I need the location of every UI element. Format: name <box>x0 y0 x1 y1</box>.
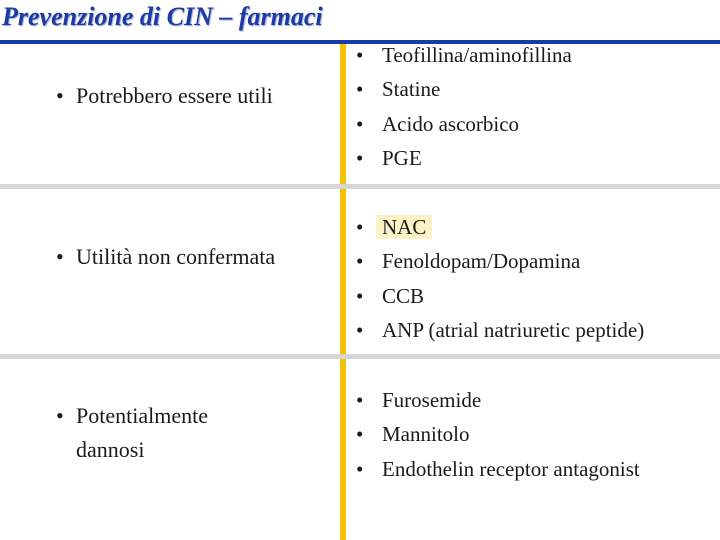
category-potential-benefit <box>56 79 273 113</box>
drug-name: Furosemide <box>382 388 482 412</box>
drug-list-harmful <box>356 383 640 486</box>
drug-name: Endothelin receptor antagonist <box>382 456 640 481</box>
bullet-icon: • <box>356 249 364 274</box>
category-label-line-1: Potentialmente <box>76 403 208 428</box>
drug-item <box>356 244 644 278</box>
drug-list-unconfirmed <box>356 210 644 347</box>
category-label: Utilità non confermata <box>76 244 276 269</box>
drug-item <box>356 452 640 486</box>
bullet-icon: • <box>356 215 364 239</box>
row-separator-2 <box>0 354 720 359</box>
slide-title: Prevenzione di CIN – farmaci <box>2 2 323 31</box>
category-unconfirmed <box>56 240 275 274</box>
row-separator-1 <box>0 184 720 189</box>
bullet-icon: • <box>56 244 64 269</box>
bullet-icon: • <box>56 403 64 428</box>
drug-item <box>356 279 644 313</box>
drug-name: CCB <box>382 283 425 308</box>
drug-list-potential-benefit <box>356 38 572 175</box>
drug-item <box>356 417 640 451</box>
drug-name-highlighted: NAC <box>376 215 432 239</box>
drug-item <box>356 383 640 417</box>
drug-item <box>356 313 644 347</box>
drug-name: PGE <box>382 145 422 170</box>
drug-name: Acido ascorbico <box>382 111 520 136</box>
drug-item <box>356 107 572 141</box>
drug-name: Teofillina/aminofillina <box>382 43 572 67</box>
bullet-icon: • <box>356 317 364 342</box>
category-label-line-2: dannosi <box>76 437 145 462</box>
drug-name: ANP (atrial natriuretic peptide) <box>382 317 645 342</box>
drug-item <box>356 141 572 175</box>
drug-item <box>356 210 644 244</box>
bullet-icon: • <box>56 83 64 108</box>
bullet-icon: • <box>356 283 364 308</box>
drug-name: Mannitolo <box>382 422 470 447</box>
bullet-icon: • <box>356 111 364 136</box>
column-divider <box>340 44 346 540</box>
bullet-icon: • <box>356 388 364 412</box>
drug-item <box>356 38 572 72</box>
drug-name: Statine <box>382 77 441 102</box>
bullet-icon: • <box>356 77 364 102</box>
category-label: Potrebbero essere utili <box>76 83 273 108</box>
drug-item <box>356 72 572 106</box>
category-harmful <box>56 399 208 467</box>
bullet-icon: • <box>356 422 364 447</box>
bullet-icon: • <box>356 145 364 170</box>
drug-name: Fenoldopam/Dopamina <box>382 249 581 274</box>
bullet-icon: • <box>356 43 364 67</box>
bullet-icon: • <box>356 456 364 481</box>
